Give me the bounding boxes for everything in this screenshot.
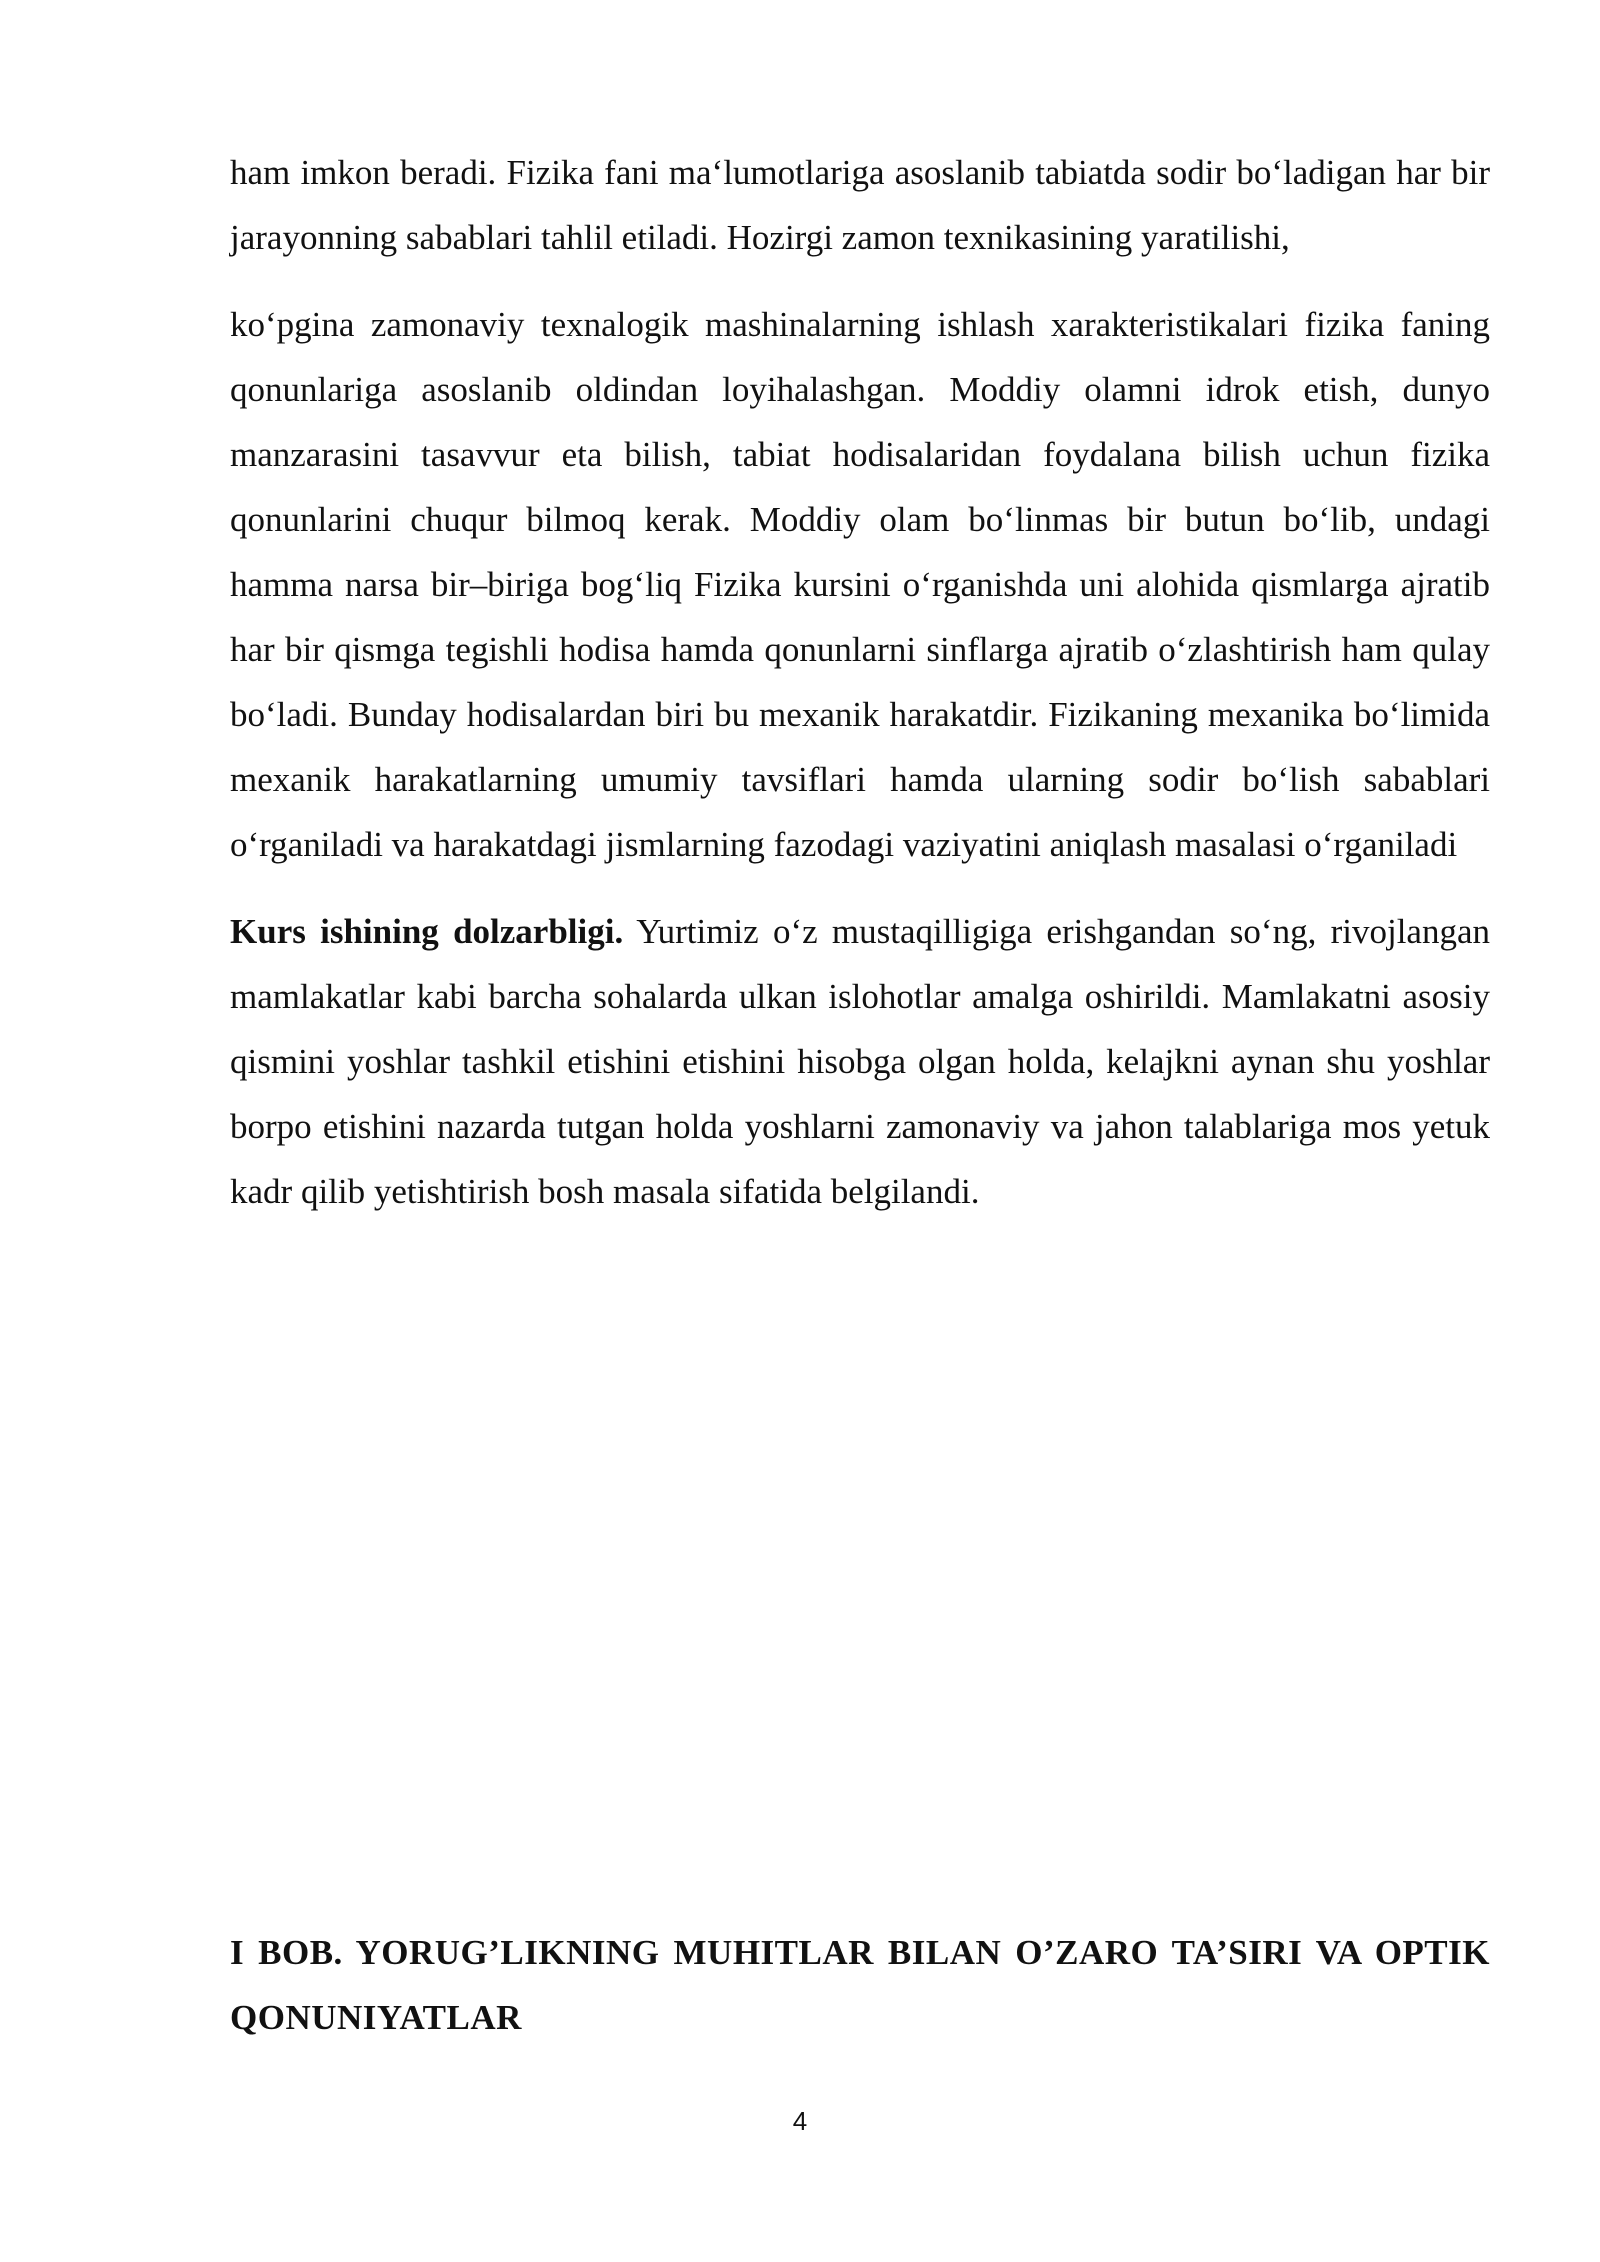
page-number: 4 — [792, 2106, 808, 2136]
chapter-heading: I BOB. YORUG’LIKNING MUHITLAR BILAN O’ZARO TA’SIRI VA OPTIK QONUNIYATLAR — [230, 1933, 1490, 2037]
document-body — [230, 140, 1490, 1224]
paragraph-continuation: ham imkon beradi. Fizika fani ma‘lumotlariga asoslanib tabiatda sodir bo‘ladigan har bir jarayonning sabablari tahlil etiladi. Hozirgi zamon texnikasining yaratilishi, — [230, 153, 1490, 257]
paragraph-physics: ko‘pgina zamonaviy texnalogik mashinalarning ishlash xarakteristikalari fizika faning qonunlariga asoslanib oldindan loyihalashgan. Moddiy olamni idrok etish, dunyo manzarasini tasavvur eta bilish, tabiat hodisalaridan foydalana bilish uchun fizika qonunlarini chuqur bilmoq kerak. Moddiy olam bo‘linmas bir butun bo‘lib, undagi hamma narsa bir–biriga bog‘liq Fizika kursini o‘rganishda uni alohida qismlarga ajratib har bir qismga tegishli hodisa hamda qonunlarni sinflarga ajratib o‘zlashtirish ham qulay bo‘ladi. Bunday hodisalardan biri bu mexanik harakatdir. Fizikaning mexanika bo‘limida mexanik harakatlarning umumiy tavsiflari hamda ularning sodir bo‘lish sabablari o‘rganiladi va harakatdagi jismlarning fazodagi vaziyatini aniqlash masalasi o‘rganiladi — [230, 305, 1490, 864]
paragraph-relevance — [230, 899, 1490, 1224]
relevance-body: Yurtimiz o‘z mustaqilligiga erishgandan so‘ng, rivojlangan mamlakatlar kabi barcha sohalarda ulkan islohotlar amalga oshirildi. Mamlakatni asosiy qismini yoshlar tashkil etishini etishini hisobga olgan holda, kelajkni aynan shu yoshlar borpo etishini nazarda tutgan holda yoshlarni zamonaviy va jahon talablariga mos yetuk kadr qilib yetishtirish bosh masala sifatida belgilandi. — [230, 912, 1490, 1211]
relevance-lead: Kurs ishining dolzarbligi. — [230, 912, 624, 951]
